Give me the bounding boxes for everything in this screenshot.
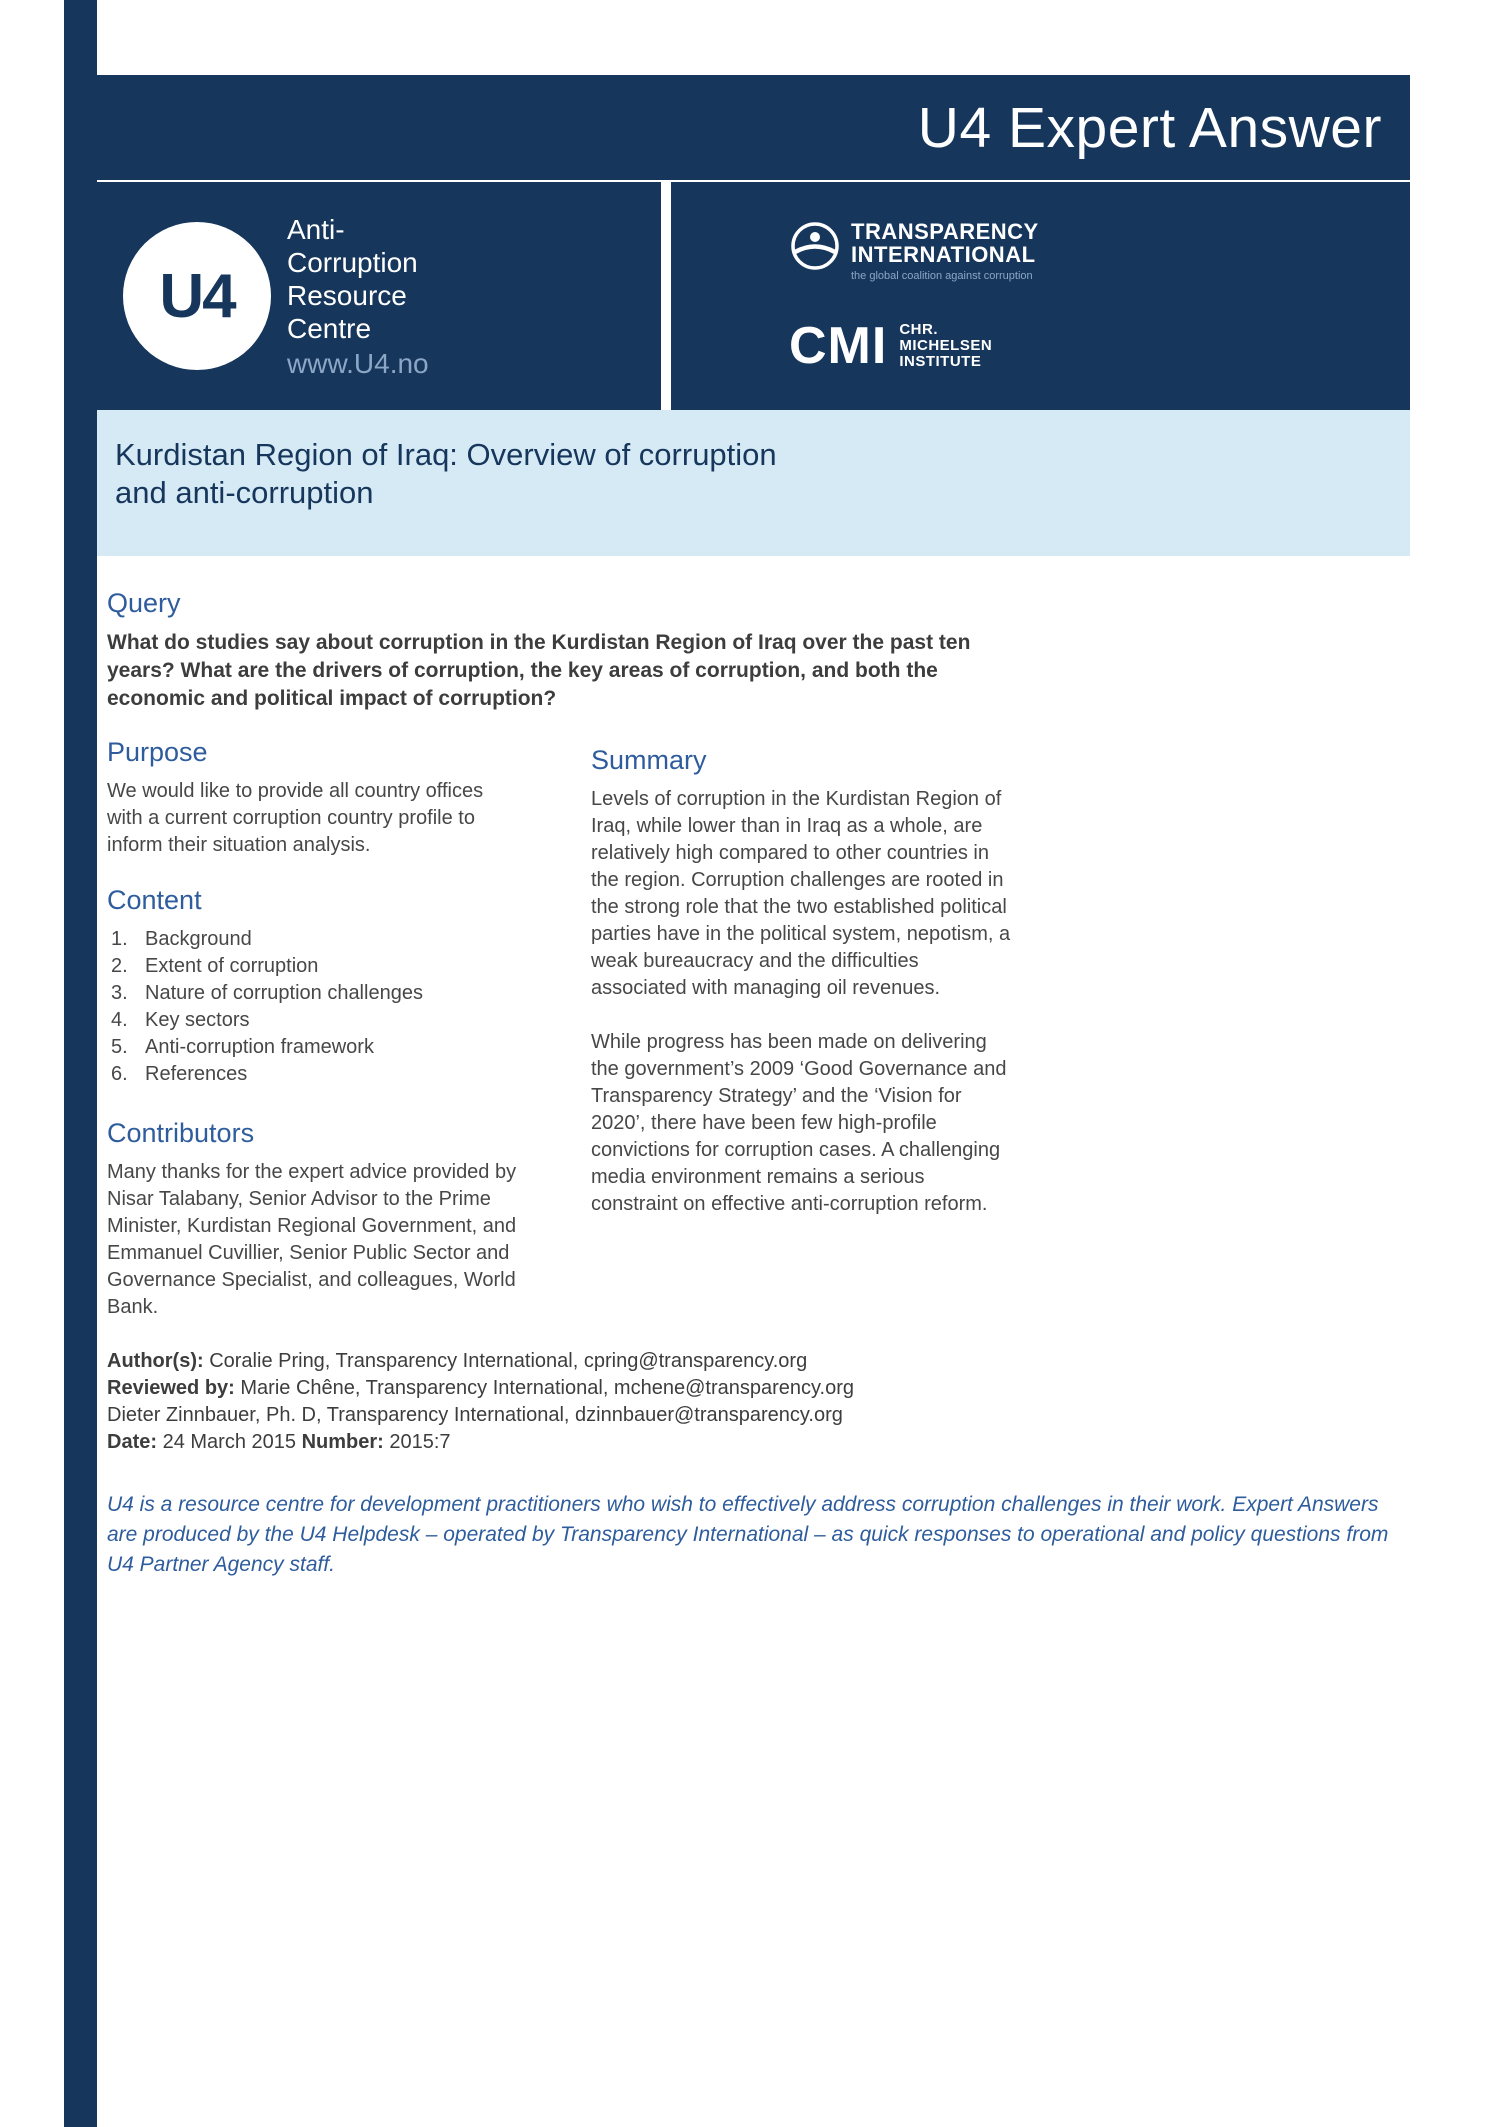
ti-globe-icon [789,220,841,277]
cmi-name-line: CHR. [899,321,938,338]
author-value: Coralie Pring, Transparency International, cpring@transparency.org [209,1350,808,1372]
cmi-abbr: CMI [789,317,888,375]
title-band [97,410,1410,556]
contributors-heading: Contributors [107,1118,255,1148]
summary-paragraph: While progress has been made on delivering the government’s 2009 ‘Good Governance and Transparency Strategy’ and the ‘Vision for 2020’, there have been few high-profile convictions for corruption cases. A challenging media environment remains a serious constraint on effective anti-corruption reform. [591,1031,1007,1215]
org-name-line: Anti- [287,213,345,245]
right-column [591,745,1011,1321]
toc-item: Anti-corruption framework [145,1036,374,1058]
u4-logo-text: U4 [159,261,235,331]
purpose-text: We would like to provide all country offices with a current corruption country profile to inform their situation analysis. [107,780,484,856]
author-label: Author(s): [107,1350,204,1372]
left-edge-bar [64,0,97,2127]
partner-logos-section [671,182,1410,410]
number-label: Number: [301,1431,384,1453]
ti-logo-text [851,220,1039,282]
toc-item: Background [145,928,252,950]
u4-website-link: www.U4.no [287,347,429,379]
u4-logo-section [97,182,661,410]
table-of-contents [107,926,519,1088]
ti-name-line: TRANSPARENCY [851,219,1039,244]
ti-tagline: the global coalition against corruption [851,270,1033,282]
header-title: U4 Expert Answer [917,95,1382,160]
reviewed-value: Marie Chêne, Transparency International, mchene@transparency.org [240,1377,854,1399]
contributors-text: Many thanks for the expert advice provided by Nisar Talabany, Senior Advisor to the Prime Minister, Kurdistan Regional Government, and Emmanuel Cuvillier, Senior Public Sector and Governance Specialist, and colleagues, World Bank. [107,1161,517,1318]
cmi-logo [789,317,1410,375]
date-label: Date: [107,1431,158,1453]
disclaimer-text: U4 is a resource centre for development practitioners who wish to effectively address corruption challenges in their work. Expert Answers are produced by the U4 Helpdesk – operated by Transparency International – as quick responses to operational and policy questions from U4 Partner Agency staff. [107,1493,1389,1576]
u4-org-name [287,213,429,380]
summary-heading: Summary [591,745,707,775]
two-column-layout [107,737,1410,1321]
toc-item: Extent of corruption [145,955,319,977]
reviewed-label: Reviewed by: [107,1377,235,1399]
query-heading: Query [107,588,181,618]
author-line [107,1348,854,1375]
date-value: 24 March 2015 [162,1431,296,1453]
credits-block [107,1348,854,1456]
toc-item: References [145,1063,248,1085]
document-title: Kurdistan Region of Iraq: Overview of corruption and anti-corruption [115,437,777,510]
number-value: 2015:7 [389,1431,451,1453]
query-text: What do studies say about corruption in the Kurdistan Region of Iraq over the past ten years? What are the drivers of corruption, the key areas of corruption, and both the economic and political impact of corruption? [107,631,971,710]
transparency-international-logo [789,220,1410,282]
org-name-line: Centre [287,312,372,344]
org-name-line: Corruption [287,246,418,278]
date-number-line [107,1429,854,1456]
document-main [97,0,1410,2127]
org-name-line: Resource [287,279,407,311]
cmi-name-line: MICHELSEN [899,337,993,354]
reviewer2-line: Dieter Zinnbauer, Ph. D, Transparency International, dzinnbauer@transparency.org [107,1404,843,1426]
cmi-name-lines [899,322,992,370]
purpose-heading: Purpose [107,737,208,767]
content-area [97,556,1410,1321]
left-column [107,737,519,1321]
cmi-name-line: INSTITUTE [899,353,982,370]
reviewed-line [107,1375,854,1402]
summary-paragraph: Levels of corruption in the Kurdistan Region of Iraq, while lower than in Iraq as a whole, are relatively high compared to other countries in the region. Corruption challenges are rooted in the strong role that the two established political parties have in the political system, nepotism, a weak bureaucracy and the difficulties associated with managing oil revenues. [591,788,1011,999]
logo-band [97,182,1410,410]
content-heading: Content [107,885,202,915]
toc-item: Nature of corruption challenges [145,982,423,1004]
ti-name-line: INTERNATIONAL [851,242,1036,267]
toc-item: Key sectors [145,1009,250,1031]
u4-logo-circle [123,222,271,370]
header-banner [97,75,1410,180]
